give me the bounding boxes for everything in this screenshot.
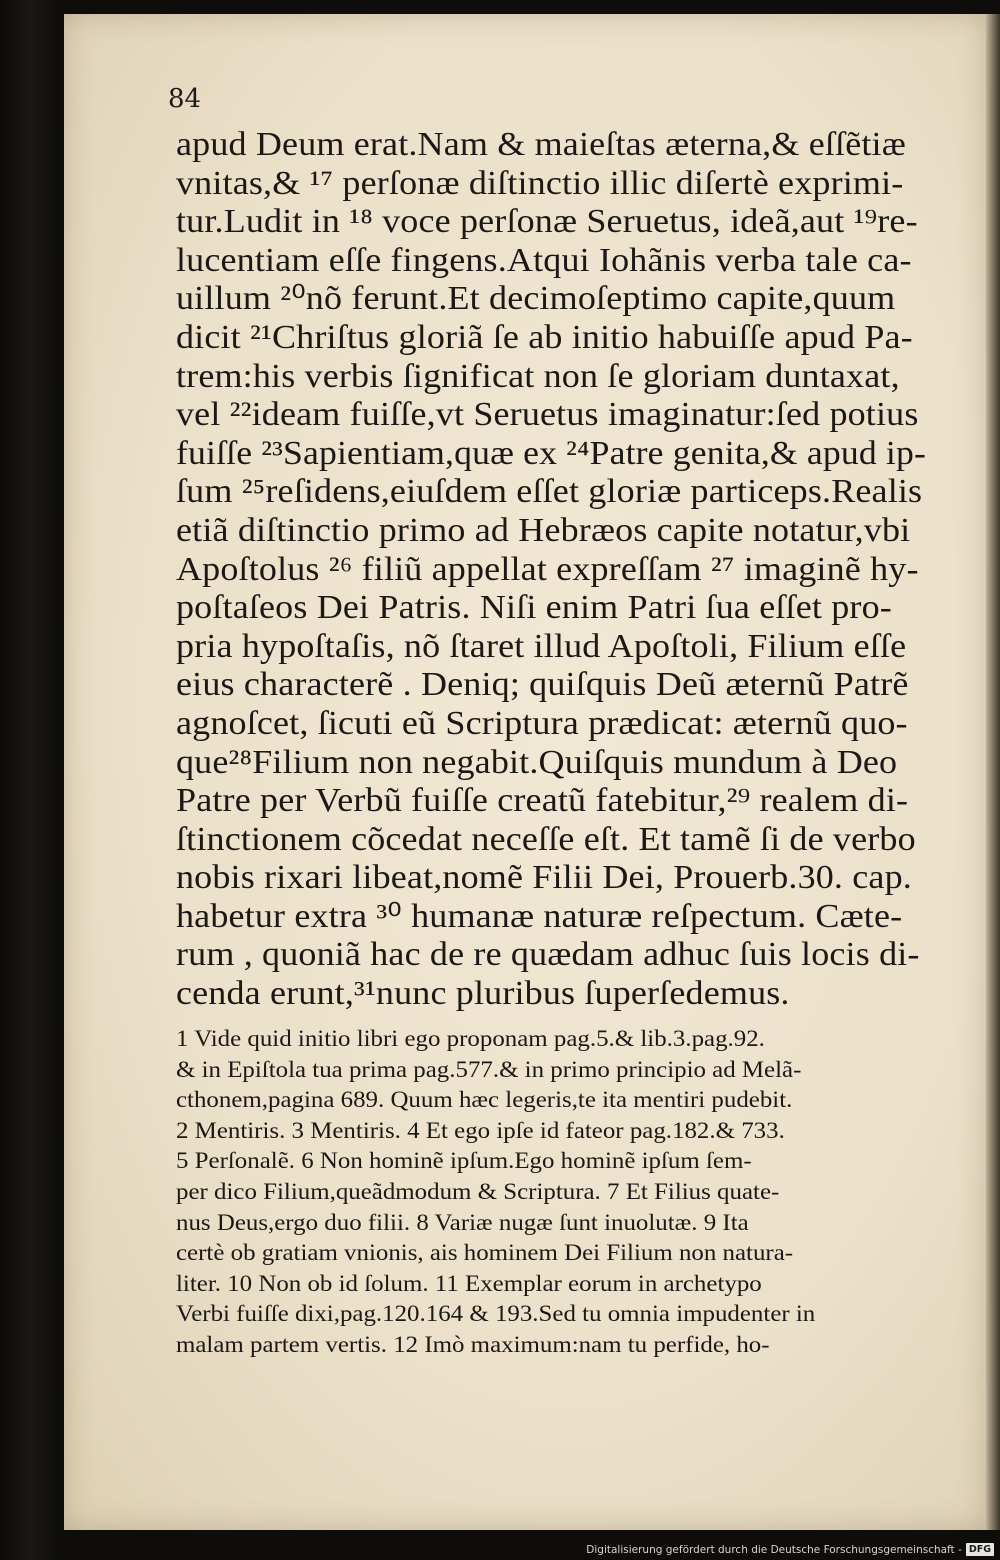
body-line: rum , quoniã hac de re quædam adhuc ſuis locis di- (176, 936, 920, 974)
body-line: que²⁸Filium non negabit.Quiſquis mundum à Deo (176, 743, 898, 781)
book-spine-shadow (0, 0, 62, 1560)
marginal-notes (176, 1024, 926, 1361)
body-line: etiã diſtinctio primo ad Hebræos capite notatur,vbi (176, 511, 911, 549)
note-line: certè ob gratiam vnionis, ais hominem Dei Filium non natura- (176, 1240, 794, 1267)
body-line: habetur extra ³⁰ humanæ naturæ reſpectum. Cæte- (176, 897, 903, 935)
funding-note: Digitalisierung gefördert durch die Deutsche Forschungsgemeinschaft - (586, 1543, 962, 1556)
body-line: ſtinctionem cõcedat neceſſe eſt. Et tamẽ ſi de verbo (176, 820, 916, 858)
funding-footer (0, 1539, 994, 1560)
body-line: eius characterẽ . Deniq; quiſquis Deũ æternũ Patrẽ (176, 666, 909, 704)
body-line: nobis rixari libeat,nomẽ Filii Dei, Prouerb.30. cap. (176, 859, 912, 897)
body-line: vel ²²ideam fuiſſe,vt Seruetus imaginatur:ſed potius (176, 396, 919, 434)
note-line: 5 Perſonalẽ. 6 Non hominẽ ipſum.Ego hominẽ ipſum ſem- (176, 1148, 752, 1175)
body-line: pria hypoſtaſis, nõ ſtaret illud Apoſtoli, Filium eſſe (176, 627, 907, 665)
note-line: & in Epiſtola tua prima pag.577.& in primo principio ad Melã- (176, 1056, 802, 1083)
body-line: uillum ²⁰nõ ferunt.Et decimoſeptimo capite,quum (176, 280, 896, 318)
note-line: nus Deus,ergo duo filii. 8 Variæ nugæ ſunt inuolutæ. 9 Ita (176, 1209, 749, 1236)
note-line: per dico Filium,queãdmodum & Scriptura. 7 Et Filius quate- (176, 1178, 780, 1205)
body-line: agnoſcet, ſicuti eũ Scriptura prædicat: æternũ quo- (176, 704, 908, 742)
note-line: 2 Mentiris. 3 Mentiris. 4 Et ego ipſe id fateor pag.182.& 733. (176, 1117, 785, 1144)
body-line: Patre per Verbũ fuiſſe creatũ fatebitur,²⁹ realem di- (176, 782, 909, 820)
body-line: trem:his verbis ſignificat non ſe gloriam duntaxat, (176, 357, 900, 395)
body-line: ſum ²⁵reſidens,eiuſdem eſſet gloriæ particeps.Realis (176, 473, 923, 511)
note-line: liter. 10 Non ob id ſolum. 11 Exemplar eorum in archetypo (176, 1270, 762, 1297)
body-line: apud Deum erat.Nam & maieſtas æterna,& eſſẽtiæ (176, 126, 906, 163)
body-line: fuiſſe ²³Sapientiam,quæ ex ²⁴Patre genita,& apud ip- (176, 434, 927, 472)
body-line: Apoſtolus ²⁶ filiũ appellat expreſſam ²⁷ imaginẽ hy- (176, 550, 919, 588)
note-line: 1 Vide quid initio libri ego proponam pag.5.& lib.3.pag.92. (176, 1026, 765, 1052)
note-line: malam partem vertis. 12 Imò maximum:nam tu perfide, ho- (176, 1331, 770, 1358)
note-line: cthonem,pagina 689. Quum hæc legeris,te ita mentiri pudebit. (176, 1087, 793, 1114)
body-line: cenda erunt,³¹nunc pluribus ſuperſedemus. (176, 975, 790, 1013)
note-line: Verbi fuiſſe dixi,pag.120.164 & 193.Sed tu omnia impudenter in (176, 1301, 816, 1328)
body-line: vnitas,& ¹⁷ perſonæ diſtinctio illic diſertè exprimi- (176, 164, 904, 202)
dfg-logo: DFG (966, 1543, 994, 1556)
body-line: poſtaſeos Dei Patris. Niſi enim Patri ſua eſſet pro- (176, 589, 892, 627)
page-edge (986, 14, 1000, 1530)
body-line: dicit ²¹Chriſtus gloriã ſe ab initio habuiſſe apud Pa- (176, 318, 913, 356)
page-number: 84 (168, 84, 202, 114)
body-line: tur.Ludit in ¹⁸ voce perſonæ Seruetus, ideã,aut ¹⁹re- (176, 203, 918, 241)
body-text (176, 126, 926, 1014)
body-line: lucentiam eſſe fingens.Atqui Iohãnis verba tale ca- (176, 241, 912, 279)
